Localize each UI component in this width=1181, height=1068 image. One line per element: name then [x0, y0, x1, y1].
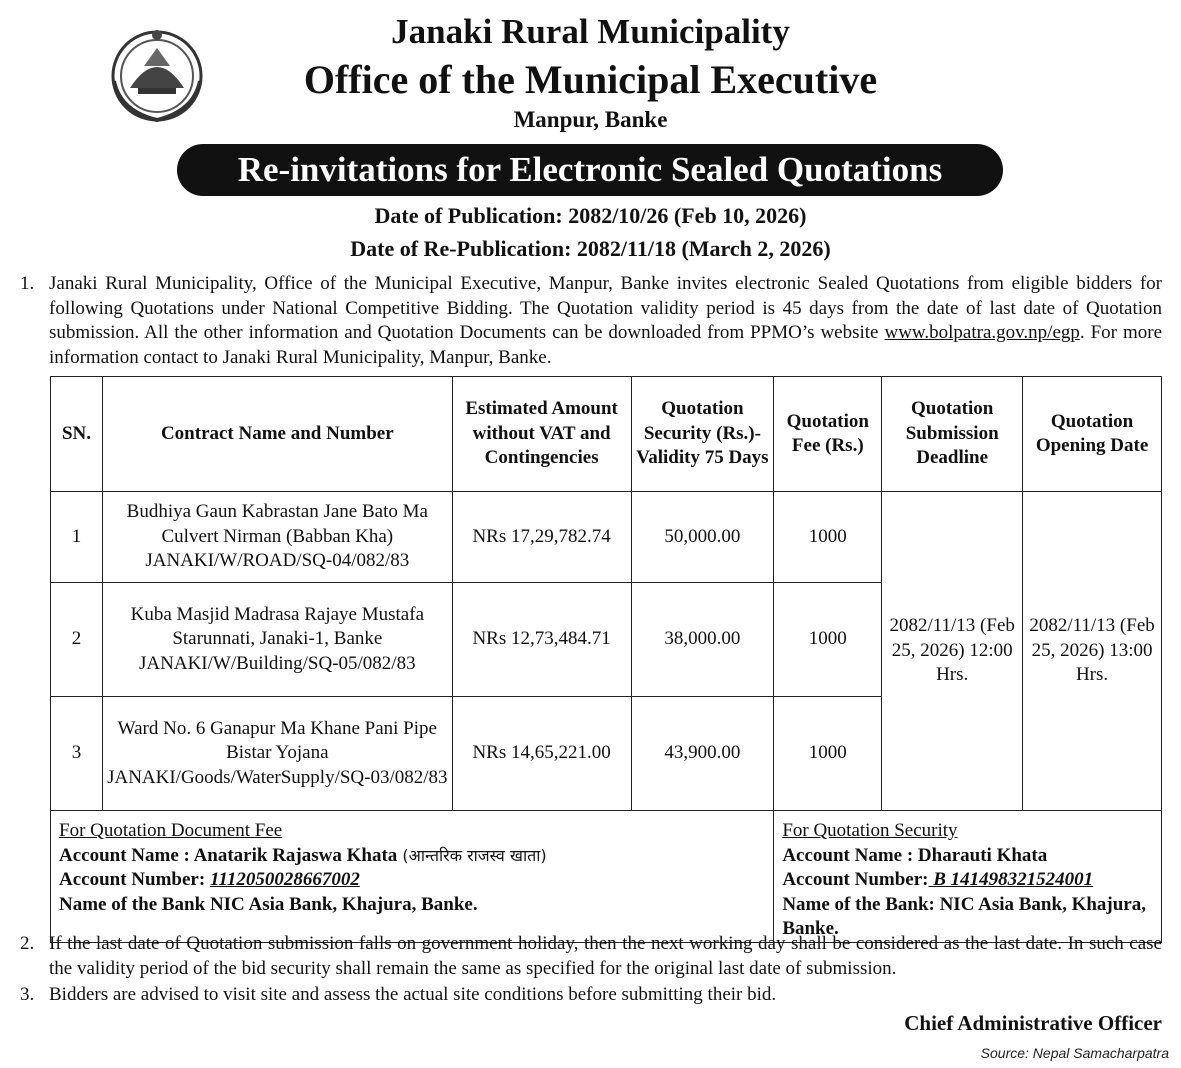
header-sn: SN.: [51, 377, 103, 492]
source-credit: Source: Nepal Samacharpatra: [980, 1045, 1169, 1061]
security-bank-details: [774, 811, 1162, 943]
header-security: Quotation Security (Rs.)- Validity 75 Days: [631, 377, 774, 492]
submission-deadline: 2082/11/13 (Feb 25, 2026) 12:00 Hrs.: [882, 492, 1023, 811]
row-estimate: NRs 17,29,782.74: [452, 492, 631, 583]
quotation-table: [50, 376, 1162, 943]
row-estimate: NRs 14,65,221.00: [452, 697, 631, 811]
security-account-name-line: [782, 844, 1153, 869]
row-contract: Ward No. 6 Ganapur Ma Khane Pani Pipe Bistar Yojana JANAKI/Goods/WaterSupply/SQ-03/082/83: [102, 697, 452, 811]
notice-paragraph-2: [20, 932, 1162, 981]
row-fee: 1000: [774, 492, 882, 583]
row-sn: 1: [51, 492, 103, 583]
paragraph-text: Bidders are advised to visit site and assess the actual site conditions before submitting their bid.: [49, 984, 777, 1005]
paragraph-text: [49, 272, 1162, 370]
paragraph-number: 1.: [20, 273, 35, 294]
signoff-title: Chief Administrative Officer: [904, 1011, 1162, 1035]
row-security: 38,000.00: [631, 583, 774, 697]
table-header-row: [51, 377, 1162, 492]
row-fee: 1000: [774, 583, 882, 697]
notice-title-banner: Re-invitations for Electronic Sealed Quotations: [177, 144, 1003, 196]
header-fee: Quotation Fee (Rs.): [774, 377, 882, 492]
bank-details-row: [51, 811, 1162, 943]
fee-account-number-line: [59, 868, 765, 893]
fee-account-number: 1112050028667002: [209, 869, 360, 890]
publication-date: Date of Publication: 2082/10/26 (Feb 10, 2026): [374, 203, 807, 228]
paragraph-body: Janaki Rural Municipality, Office of the Municipal Executive, Manpur, Banke invites electronic Sealed Quotations from eligible bidders for following Quotations under National Competitive Bidding. The Quotation validity period is 45 days from the date of last date of Quotation submission. All the other information and Quotation Documents can be downloaded from PPMO’s website: [49, 273, 1162, 343]
fee-bank-details: [51, 811, 774, 943]
fee-bank-name: Name of the Bank NIC Asia Bank, Khajura, Banke.: [59, 893, 478, 915]
row-security: 50,000.00: [631, 492, 774, 583]
header-deadline: Quotation Submission Deadline: [882, 377, 1023, 492]
security-bank-title: For Quotation Security: [782, 820, 958, 841]
paragraph-text: If the last date of Quotation submission falls on government holiday, then the next working day shall be considered as the last date. In such case the validity period of the bid security shall remain the same as specified for the original last date of submission.: [49, 933, 1162, 979]
security-account-name-label: Account Name :: [782, 844, 918, 866]
opening-date: 2082/11/13 (Feb 25, 2026) 13:00 Hrs.: [1023, 492, 1162, 811]
fee-account-name-label: Account Name :: [59, 844, 194, 866]
row-sn: 2: [51, 583, 103, 697]
security-account-number-label: Account Number:: [782, 869, 929, 890]
office-location: Manpur, Banke: [513, 107, 668, 132]
notice-paragraph-1: [20, 272, 1162, 370]
header-contract: Contract Name and Number: [102, 377, 452, 492]
notice-paragraph-3: [20, 983, 1162, 1008]
row-fee: 1000: [774, 697, 882, 811]
row-estimate: NRs 12,73,484.71: [452, 583, 631, 697]
security-account-number-line: [782, 868, 1153, 893]
fee-bank-title: For Quotation Document Fee: [59, 820, 283, 841]
republication-date: Date of Re-Publication: 2082/11/18 (March 2, 2026): [350, 236, 831, 261]
security-account-number: B 141498321524001: [928, 869, 1094, 890]
security-account-name: Dharauti Khata: [917, 844, 1048, 866]
row-contract: Budhiya Gaun Kabrastan Jane Bato Ma Culvert Nirman (Babban Kha) JANAKI/W/ROAD/SQ-04/082/83: [102, 492, 452, 583]
header-estimate: Estimated Amount without VAT and Contingencies: [452, 377, 631, 492]
row-security: 43,900.00: [631, 697, 774, 811]
header-opening: Quotation Opening Date: [1023, 377, 1162, 492]
paragraph-number: 2.: [20, 933, 35, 954]
paragraph-number: 3.: [20, 984, 35, 1005]
paragraph-tail: . For more information contact to Janaki Rural Municipality, Manpur, Banke.: [49, 322, 1162, 368]
table-row: [51, 492, 1162, 583]
fee-account-name: Anatarik Rajaswa Khata: [193, 844, 398, 866]
fee-account-number-label: Account Number:: [59, 869, 210, 890]
row-sn: 3: [51, 697, 103, 811]
office-name: Office of the Municipal Executive: [303, 57, 878, 102]
row-contract: Kuba Masjid Madrasa Rajaye Mustafa Starunnati, Janaki-1, Banke JANAKI/W/Building/SQ-05/082/83: [102, 583, 452, 697]
municipality-name: Janaki Rural Municipality: [391, 12, 790, 51]
ppmo-website-link[interactable]: www.bolpatra.gov.np/egp: [884, 322, 1080, 343]
security-bank-name: Name of the Bank: NIC Asia Bank, Khajura, Banke.: [782, 893, 1146, 939]
fee-account-name-line: [59, 844, 765, 869]
fee-account-name-nepali: (आन्तरिक राजस्व खाता): [397, 845, 547, 865]
